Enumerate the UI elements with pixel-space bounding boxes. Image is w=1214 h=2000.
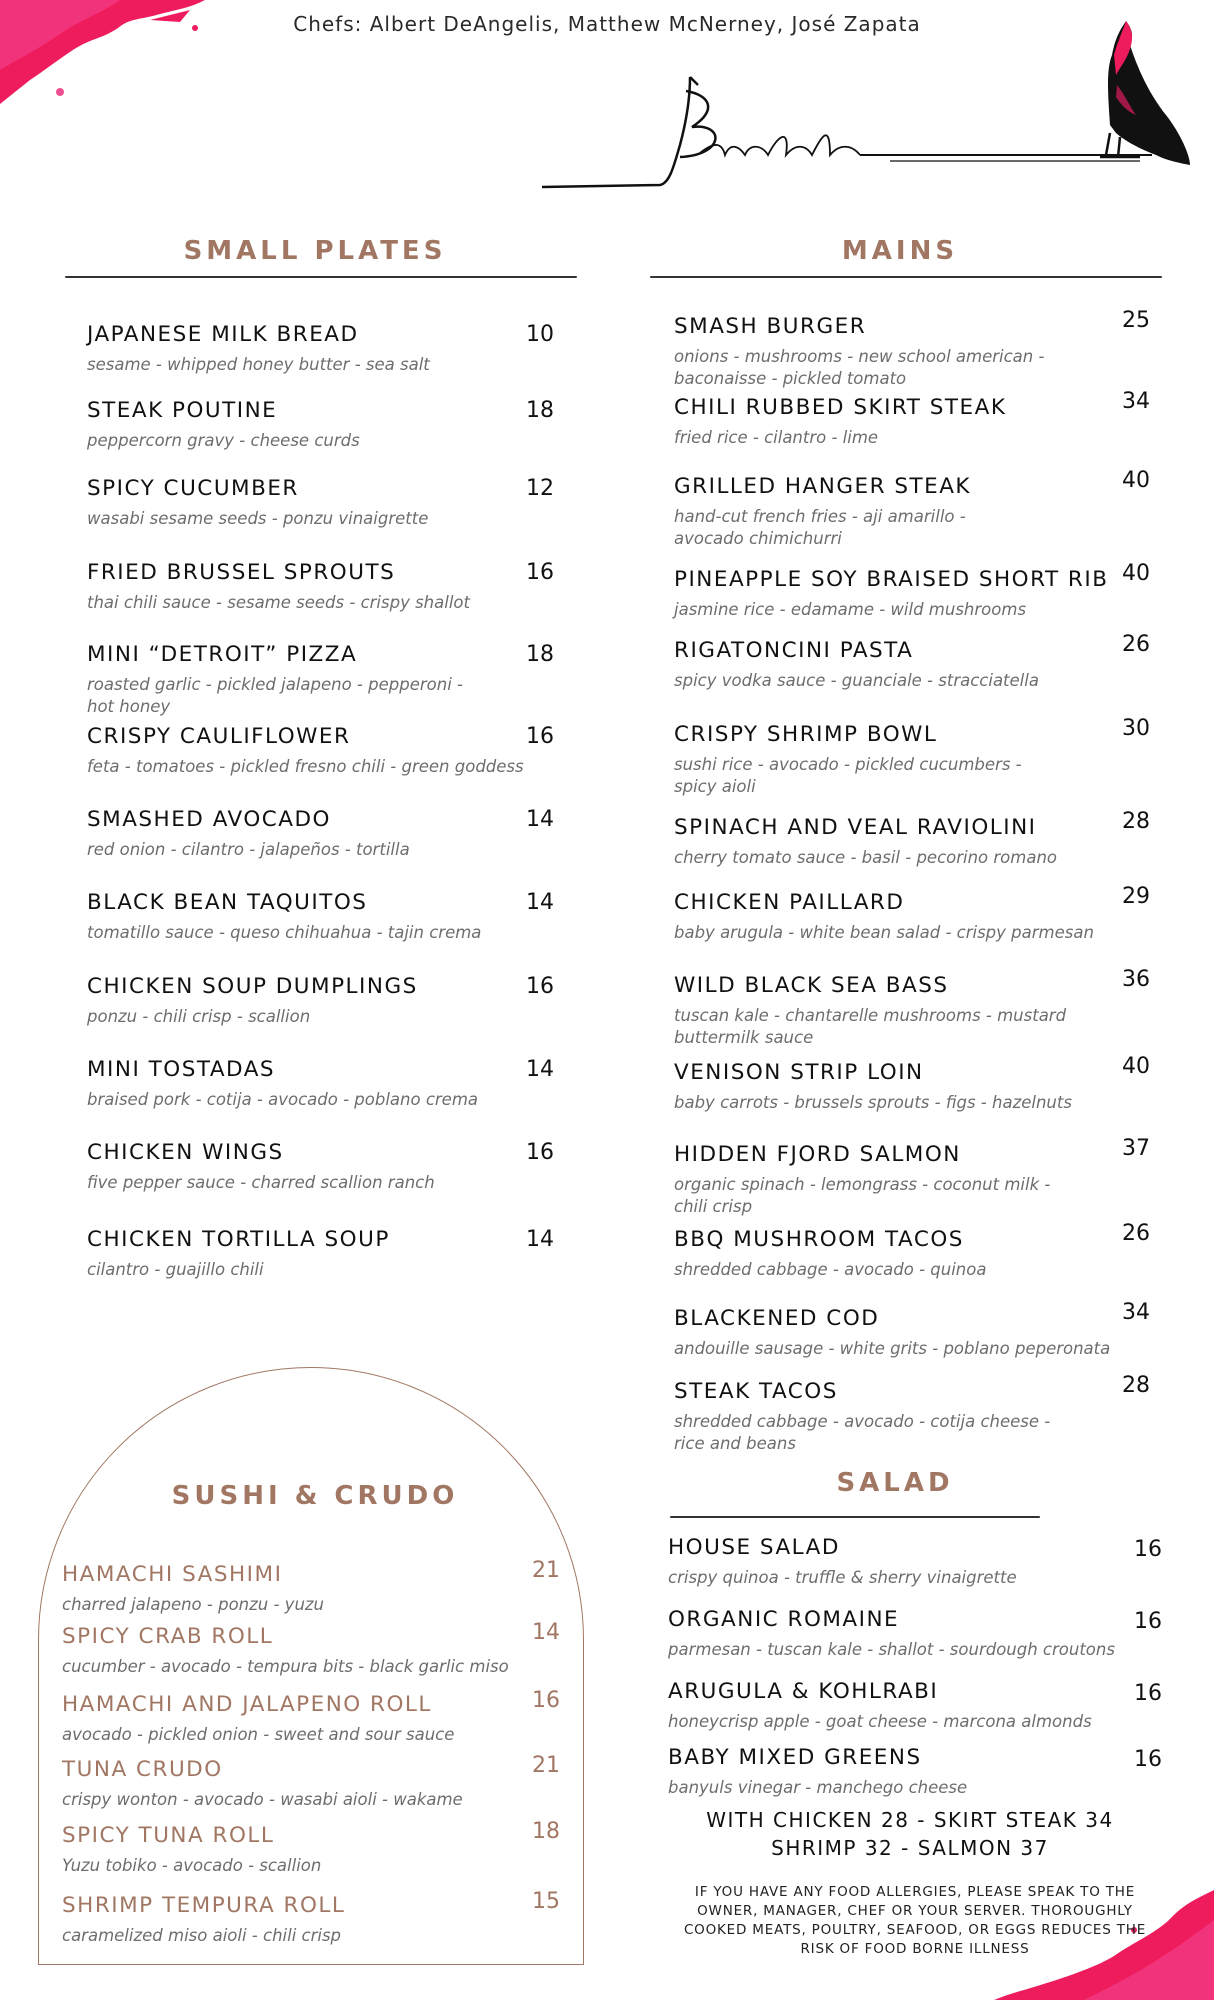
salad-addons-line-2: SHRIMP 32 - SALMON 37	[771, 1836, 1049, 1860]
menu-item-description: organic spinach - lemongrass - coconut milk - chili crisp	[674, 1175, 1051, 1216]
menu-item-price: 34	[1122, 1300, 1150, 1325]
small-plates-title: SMALL PLATES	[183, 236, 447, 266]
menu-item-description: tuscan kale - chantarelle mushrooms - mustard buttermilk sauce	[674, 1006, 1067, 1047]
menu-item-name: ARUGULA & KOHLRABI	[668, 1679, 939, 1704]
chefs-line: Chefs: Albert DeAngelis, Matthew McNerney, José Zapata	[293, 12, 921, 36]
menu-item-description: thai chili sauce - sesame seeds - crispy shallot	[87, 593, 470, 612]
menu-item-name: BBQ MUSHROOM TACOS	[674, 1227, 964, 1252]
menu-item-price: 16	[1134, 1681, 1162, 1706]
menu-item-description: banyuls vinegar - manchego cheese	[668, 1778, 968, 1797]
menu-item-description: caramelized miso aioli - chili crisp	[62, 1926, 342, 1945]
menu-item-description: charred jalapeno - ponzu - yuzu	[62, 1595, 325, 1614]
menu-item-price: 18	[526, 398, 554, 423]
menu-item-description: andouille sausage - white grits - poblano peperonata	[674, 1339, 1111, 1358]
mains-title: MAINS	[841, 236, 959, 266]
menu-item-description: tomatillo sauce - queso chihuahua - tajin crema	[87, 923, 482, 942]
menu-item-description: ponzu - chili crisp - scallion	[87, 1007, 311, 1026]
menu-item-price: 21	[532, 1558, 560, 1583]
menu-item-description: feta - tomatoes - pickled fresno chili - green goddess	[87, 757, 524, 776]
menu-item-name: STEAK POUTINE	[87, 398, 278, 423]
menu-item-description: baby carrots - brussels sprouts - figs - hazelnuts	[674, 1093, 1072, 1112]
salad-title: SALAD	[836, 1468, 954, 1498]
menu-item-name: BLACKENED COD	[674, 1306, 880, 1331]
menu-item-description: sesame - whipped honey butter - sea salt	[87, 355, 430, 374]
menu-item-description: hand-cut french fries - aji amarillo - avocado chimichurri	[674, 507, 966, 548]
menu-item-description: avocado - pickled onion - sweet and sour sauce	[62, 1725, 455, 1744]
menu-item-description: five pepper sauce - charred scallion ranch	[87, 1173, 435, 1192]
menu-item-name: CRISPY CAULIFLOWER	[87, 724, 351, 749]
menu-item-description: cucumber - avocado - tempura bits - black garlic miso	[62, 1657, 509, 1676]
menu-item-price: 40	[1122, 1054, 1150, 1079]
menu-item-price: 21	[532, 1753, 560, 1778]
menu-item-price: 14	[526, 1227, 554, 1252]
menu-item-name: GRILLED HANGER STEAK	[674, 474, 972, 499]
small-plates-divider	[65, 276, 577, 278]
menu-item-description: Yuzu tobiko - avocado - scallion	[62, 1856, 322, 1875]
menu-item-name: ORGANIC ROMAINE	[668, 1607, 900, 1632]
menu-item-name: CRISPY SHRIMP BOWL	[674, 722, 938, 747]
menu-item-price: 37	[1122, 1136, 1150, 1161]
menu-item-price: 34	[1122, 389, 1150, 414]
menu-item-description: shredded cabbage - avocado - quinoa	[674, 1260, 987, 1279]
menu-item-price: 40	[1122, 561, 1150, 586]
menu-item-description: spicy vodka sauce - guanciale - stracciatella	[674, 671, 1039, 690]
menu-item-name: MINI “DETROIT” PIZZA	[87, 642, 358, 667]
menu-item-description: braised pork - cotija - avocado - poblano crema	[87, 1090, 479, 1109]
menu-item-name: FRIED BRUSSEL SPROUTS	[87, 560, 396, 585]
menu-item-name: SHRIMP TEMPURA ROLL	[62, 1893, 346, 1918]
menu-item-name: TUNA CRUDO	[62, 1757, 223, 1782]
menu-item-price: 16	[526, 1140, 554, 1165]
menu-item-description: crispy wonton - avocado - wasabi aioli - wakame	[62, 1790, 463, 1809]
menu-item-name: SMASH BURGER	[674, 314, 867, 339]
menu-item-price: 10	[526, 322, 554, 347]
menu-item-description: onions - mushrooms - new school american - baconaisse - pickled tomato	[674, 347, 1045, 388]
menu-item-description: wasabi sesame seeds - ponzu vinaigrette	[87, 509, 429, 528]
menu-item-name: HAMACHI SASHIMI	[62, 1562, 283, 1587]
menu-item-description: shredded cabbage - avocado - cotija cheese - rice and beans	[674, 1412, 1051, 1453]
menu-item-price: 16	[1134, 1537, 1162, 1562]
menu-item-description: parmesan - tuscan kale - shallot - sourdough croutons	[668, 1640, 1115, 1659]
menu-item-name: SMASHED AVOCADO	[87, 807, 331, 832]
menu-item-price: 16	[1134, 1747, 1162, 1772]
menu-item-price: 16	[1134, 1609, 1162, 1634]
menu-item-description: crispy quinoa - truffle & sherry vinaigrette	[668, 1568, 1017, 1587]
menu-item-description: fried rice - cilantro - lime	[674, 428, 879, 447]
menu-item-price: 14	[526, 1057, 554, 1082]
menu-item-price: 16	[526, 724, 554, 749]
menu-item-price: 18	[526, 642, 554, 667]
menu-item-description: honeycrisp apple - goat cheese - marcona almonds	[668, 1712, 1092, 1731]
blackbird-logo	[540, 15, 1190, 195]
menu-item-description: sushi rice - avocado - pickled cucumbers - spicy aioli	[674, 755, 1022, 796]
menu-item-name: JAPANESE MILK BREAD	[87, 322, 359, 347]
menu-item-price: 28	[1122, 809, 1150, 834]
menu-item-name: CHILI RUBBED SKIRT STEAK	[674, 395, 1007, 420]
menu-item-price: 18	[532, 1819, 560, 1844]
menu-item-price: 16	[526, 560, 554, 585]
menu-item-name: SPICY CUCUMBER	[87, 476, 299, 501]
menu-item-description: baby arugula - white bean salad - crispy parmesan	[674, 923, 1094, 942]
menu-item-price: 40	[1122, 468, 1150, 493]
menu-item-name: SPINACH AND VEAL RAVIOLINI	[674, 815, 1037, 840]
menu-item-price: 12	[526, 476, 554, 501]
menu-item-description: cherry tomato sauce - basil - pecorino romano	[674, 848, 1058, 867]
menu-item-name: SPICY TUNA ROLL	[62, 1823, 275, 1848]
menu-item-name: BABY MIXED GREENS	[668, 1745, 922, 1770]
menu-item-description: red onion - cilantro - jalapeños - tortilla	[87, 840, 410, 859]
menu-item-price: 30	[1122, 716, 1150, 741]
menu-item-name: SPICY CRAB ROLL	[62, 1624, 274, 1649]
menu-item-name: CHICKEN WINGS	[87, 1140, 284, 1165]
mains-divider	[650, 276, 1162, 278]
salad-divider	[670, 1516, 1040, 1518]
menu-item-name: CHICKEN SOUP DUMPLINGS	[87, 974, 418, 999]
menu-item-price: 14	[526, 890, 554, 915]
menu-item-name: RIGATONCINI PASTA	[674, 638, 914, 663]
menu-item-name: CHICKEN TORTILLA SOUP	[87, 1227, 390, 1252]
menu-item-name: MINI TOSTADAS	[87, 1057, 276, 1082]
menu-item-name: VENISON STRIP LOIN	[674, 1060, 924, 1085]
menu-item-description: jasmine rice - edamame - wild mushrooms	[674, 600, 1027, 619]
menu-item-price: 26	[1122, 1221, 1150, 1246]
menu-item-name: HAMACHI AND JALAPENO ROLL	[62, 1692, 432, 1717]
menu-item-price: 29	[1122, 884, 1150, 909]
menu-item-price: 14	[532, 1620, 560, 1645]
menu-item-price: 36	[1122, 967, 1150, 992]
menu-item-price: 16	[532, 1688, 560, 1713]
allergy-notice: IF YOU HAVE ANY FOOD ALLERGIES, PLEASE SPEAK TO THE OWNER, MANAGER, CHEF OR YOUR SERVER. THOROUGHLY COOKED MEATS, POULTRY, SEAFOOD, OR EGGS REDUCES THE RISK OF FOOD BORNE ILLNESS	[683, 1884, 1147, 1957]
menu-item-name: PINEAPPLE SOY BRAISED SHORT RIB	[674, 567, 1109, 592]
menu-item-description: cilantro - guajillo chili	[87, 1260, 264, 1279]
menu-item-description: roasted garlic - pickled jalapeno - pepperoni - hot honey	[87, 675, 463, 716]
menu-item-name: HIDDEN FJORD SALMON	[674, 1142, 961, 1167]
menu-item-price: 14	[526, 807, 554, 832]
sushi-title: SUSHI & CRUDO	[171, 1481, 459, 1511]
menu-item-price: 16	[526, 974, 554, 999]
menu-item-name: STEAK TACOS	[674, 1379, 838, 1404]
salad-addons-line-1: WITH CHICKEN 28 - SKIRT STEAK 34	[706, 1808, 1114, 1832]
menu-item-price: 28	[1122, 1373, 1150, 1398]
menu-item-price: 25	[1122, 308, 1150, 333]
menu-item-price: 26	[1122, 632, 1150, 657]
menu-item-description: peppercorn gravy - cheese curds	[87, 431, 360, 450]
menu-item-name: CHICKEN PAILLARD	[674, 890, 905, 915]
menu-item-price: 15	[532, 1889, 560, 1914]
menu-item-name: WILD BLACK SEA BASS	[674, 973, 949, 998]
menu-item-name: BLACK BEAN TAQUITOS	[87, 890, 368, 915]
menu-item-name: HOUSE SALAD	[668, 1535, 840, 1560]
